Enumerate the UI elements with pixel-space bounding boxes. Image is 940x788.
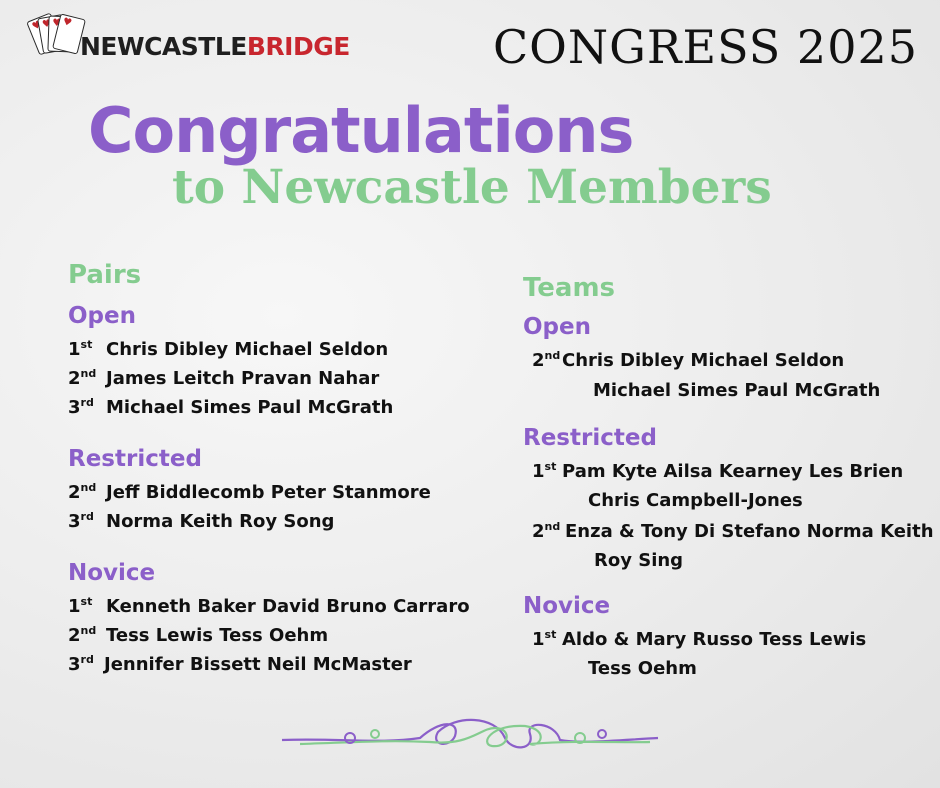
teams-restricted-row-2: 2nd Enza & Tony Di Stefano Norma Keith — [532, 520, 934, 542]
headline-members: to Newcastle Members — [172, 160, 772, 215]
teams-novice-row-1: 1st Aldo & Mary Russo Tess Lewis — [532, 628, 867, 650]
teams-heading: Teams — [523, 273, 616, 303]
teams-restricted-row-1-cont: Chris Campbell-Jones — [588, 490, 803, 511]
pairs-open-heading: Open — [68, 303, 136, 329]
event-title: CONGRESS 2025 — [492, 20, 918, 74]
headline-congratulations: Congratulations — [88, 94, 634, 167]
pairs-open-row-2: 2nd James Leitch Pravan Nahar — [68, 367, 380, 389]
pairs-restricted-row-1: 2nd Jeff Biddlecomb Peter Stanmore — [68, 481, 431, 503]
teams-restricted-row-2-cont: Roy Sing — [594, 550, 684, 571]
teams-restricted-heading: Restricted — [523, 425, 657, 451]
pairs-open-row-1: 1st Chris Dibley Michael Seldon — [68, 338, 389, 360]
logo-wordmark: NEWCASTLEBRIDGE — [80, 32, 350, 61]
pairs-novice-row-2: 2nd Tess Lewis Tess Oehm — [68, 624, 329, 646]
teams-novice-row-1-cont: Tess Oehm — [588, 658, 697, 679]
pairs-open-row-3: 3rd Michael Simes Paul McGrath — [68, 396, 394, 418]
teams-novice-heading: Novice — [523, 593, 611, 619]
teams-open-row-1-cont: Michael Simes Paul McGrath — [593, 380, 881, 401]
pairs-heading: Pairs — [68, 260, 142, 290]
pairs-novice-row-1: 1st Kenneth Baker David Bruno Carraro — [68, 595, 470, 617]
teams-open-row-1: 2ndChris Dibley Michael Seldon — [532, 349, 845, 371]
newcastle-bridge-logo — [30, 10, 350, 80]
decorative-swirl-icon — [280, 710, 660, 760]
teams-open-heading: Open — [523, 314, 591, 340]
teams-restricted-row-1: 1st Pam Kyte Ailsa Kearney Les Brien — [532, 460, 904, 482]
pairs-novice-row-3: 3rd Jennifer Bissett Neil McMaster — [68, 653, 412, 675]
pairs-restricted-heading: Restricted — [68, 446, 202, 472]
pairs-novice-heading: Novice — [68, 560, 156, 586]
pairs-restricted-row-2: 3rd Norma Keith Roy Song — [68, 510, 335, 532]
